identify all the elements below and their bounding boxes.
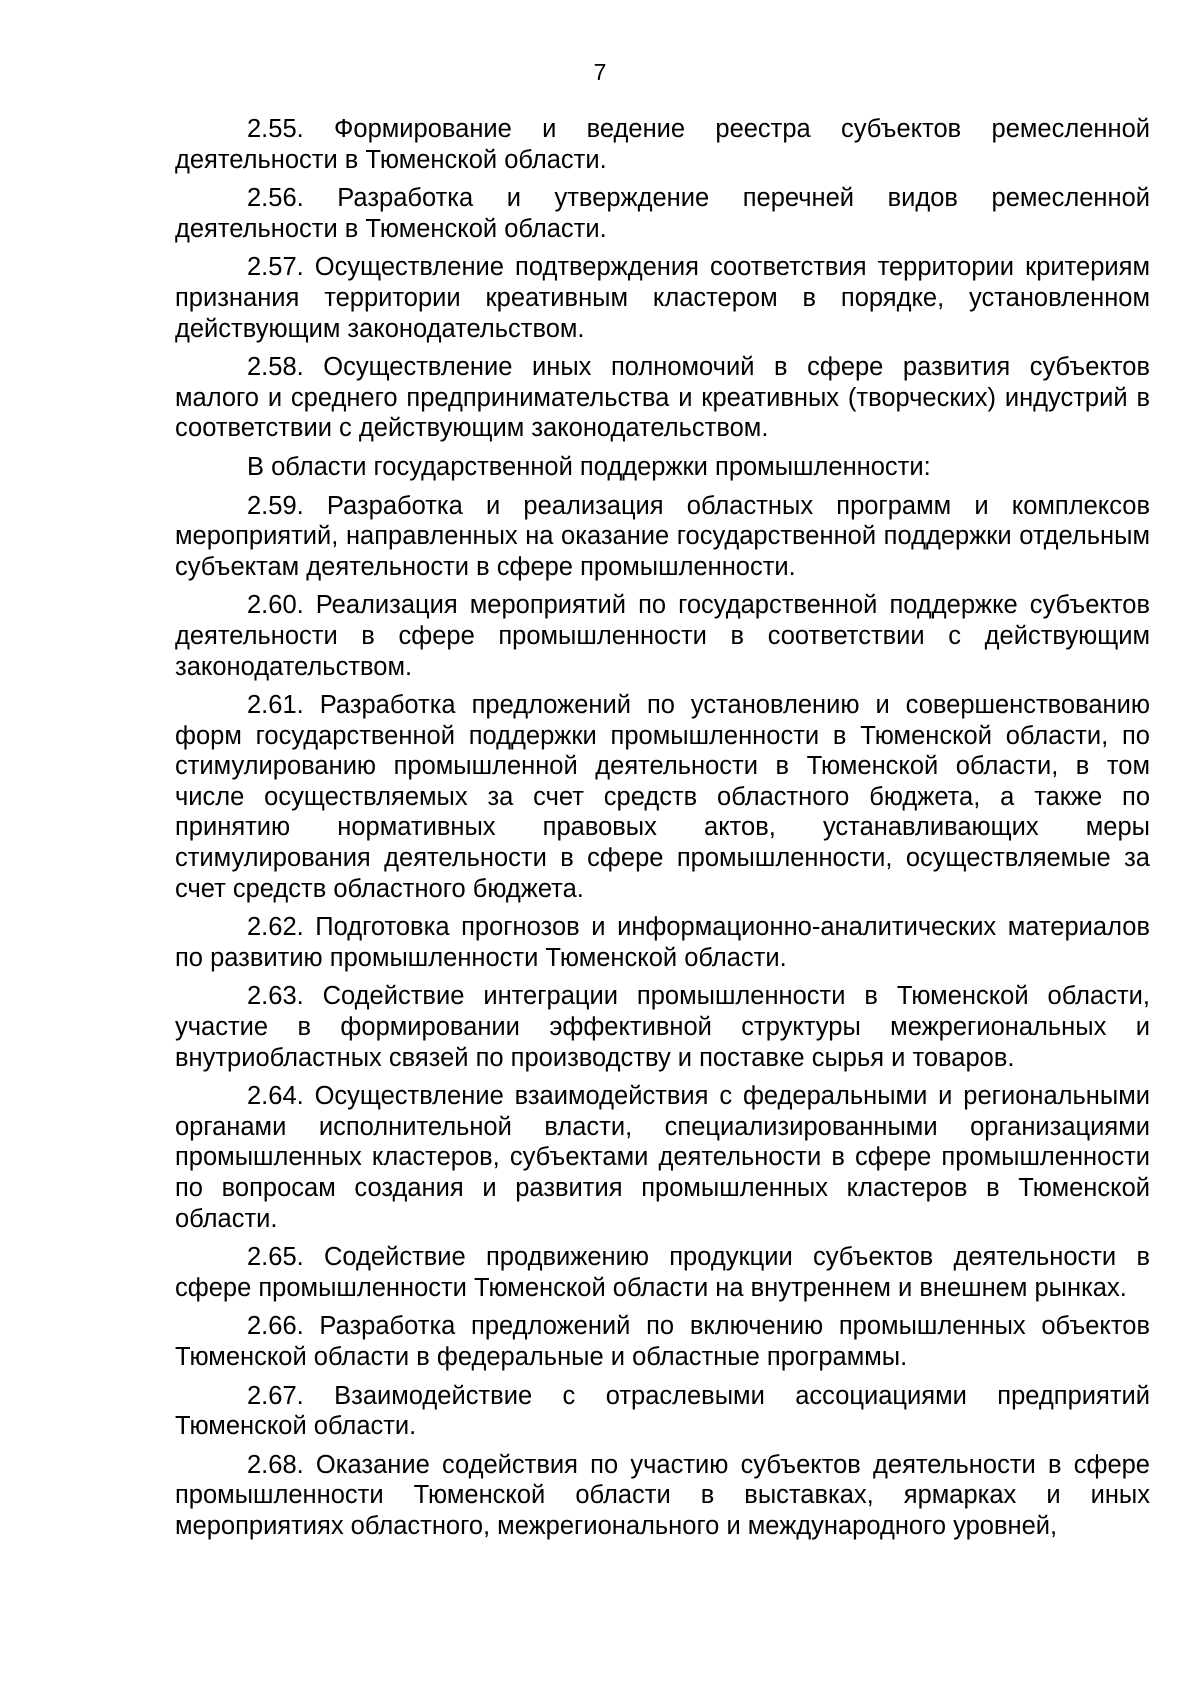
- page-number: 7: [593, 59, 607, 85]
- paragraph-2-67: 2.67. Взаимодействие с отраслевыми ассоциациями предприятий Тюменской области.: [175, 1381, 1150, 1441]
- document-body: [175, 114, 1150, 1550]
- paragraph-2-62: 2.62. Подготовка прогнозов и информационно-аналитических материалов по развитию промышленности Тюменской области.: [175, 913, 1150, 972]
- paragraph-2-58: 2.58. Осуществление иных полномочий в сфере развития субъектов малого и среднего предпринимательства и креативных (творческих) индустрий в соответствии с действующим законодательством.: [175, 353, 1150, 443]
- paragraph-2-66: 2.66. Разработка предложений по включению промышленных объектов Тюменской области в федеральные и областные программы.: [175, 1312, 1150, 1371]
- paragraph-2-68: 2.68. Оказание содействия по участию субъектов деятельности в сфере промышленности Тюменской области в выставках, ярмарках и иных мероприятиях областного, межрегионального и международного уровней,: [175, 1450, 1150, 1540]
- paragraph-2-60: 2.60. Реализация мероприятий по государственной поддержке субъектов деятельности в сфере промышленности в соответствии с действующим законодательством.: [175, 591, 1150, 681]
- paragraph-2-55: 2.55. Формирование и ведение реестра субъектов ремесленной деятельности в Тюменской области.: [175, 115, 1150, 174]
- paragraph-2-63: 2.63. Содействие интеграции промышленности в Тюменской области, участие в формировании эффективной структуры межрегиональных и внутриобластных связей по производству и поставке сырья и товаров.: [175, 982, 1150, 1072]
- paragraph-2-56: 2.56. Разработка и утверждение перечней видов ремесленной деятельности в Тюменской области.: [175, 184, 1150, 243]
- paragraph-2-59: 2.59. Разработка и реализация областных программ и комплексов мероприятий, направленных на оказание государственной поддержки отдельным субъектам деятельности в сфере промышленности.: [175, 491, 1150, 581]
- paragraph-2-61: 2.61. Разработка предложений по установлению и совершенствованию форм государственной поддержки промышленности в Тюменской области, по стимулированию промышленной деятельности в Тюменской области, в том числе осуществляемых за счет средств областного бюджета, а также по принятию нормативных правовых актов, устанавливающих меры стимулирования деятельности в сфере промышленности, осуществляемые за счет средств областного бюджета.: [175, 691, 1150, 903]
- paragraph-2-65: 2.65. Содействие продвижению продукции субъектов деятельности в сфере промышленности Тюменской области на внутреннем и внешнем рынках.: [175, 1243, 1150, 1302]
- paragraph-2-57: 2.57. Осуществление подтверждения соответствия территории критериям признания территории креативным кластером в порядке, установленном действующим законодательством.: [175, 253, 1150, 343]
- paragraph-2-64: 2.64. Осуществление взаимодействия с федеральными и региональными органами исполнительной власти, специализированными организациями промышленных кластеров, субъектами деятельности в сфере промышленности по вопросам создания и развития промышленных кластеров в Тюменской области.: [175, 1082, 1150, 1233]
- section-heading-industry-support: В области государственной поддержки промышленности:: [247, 452, 931, 481]
